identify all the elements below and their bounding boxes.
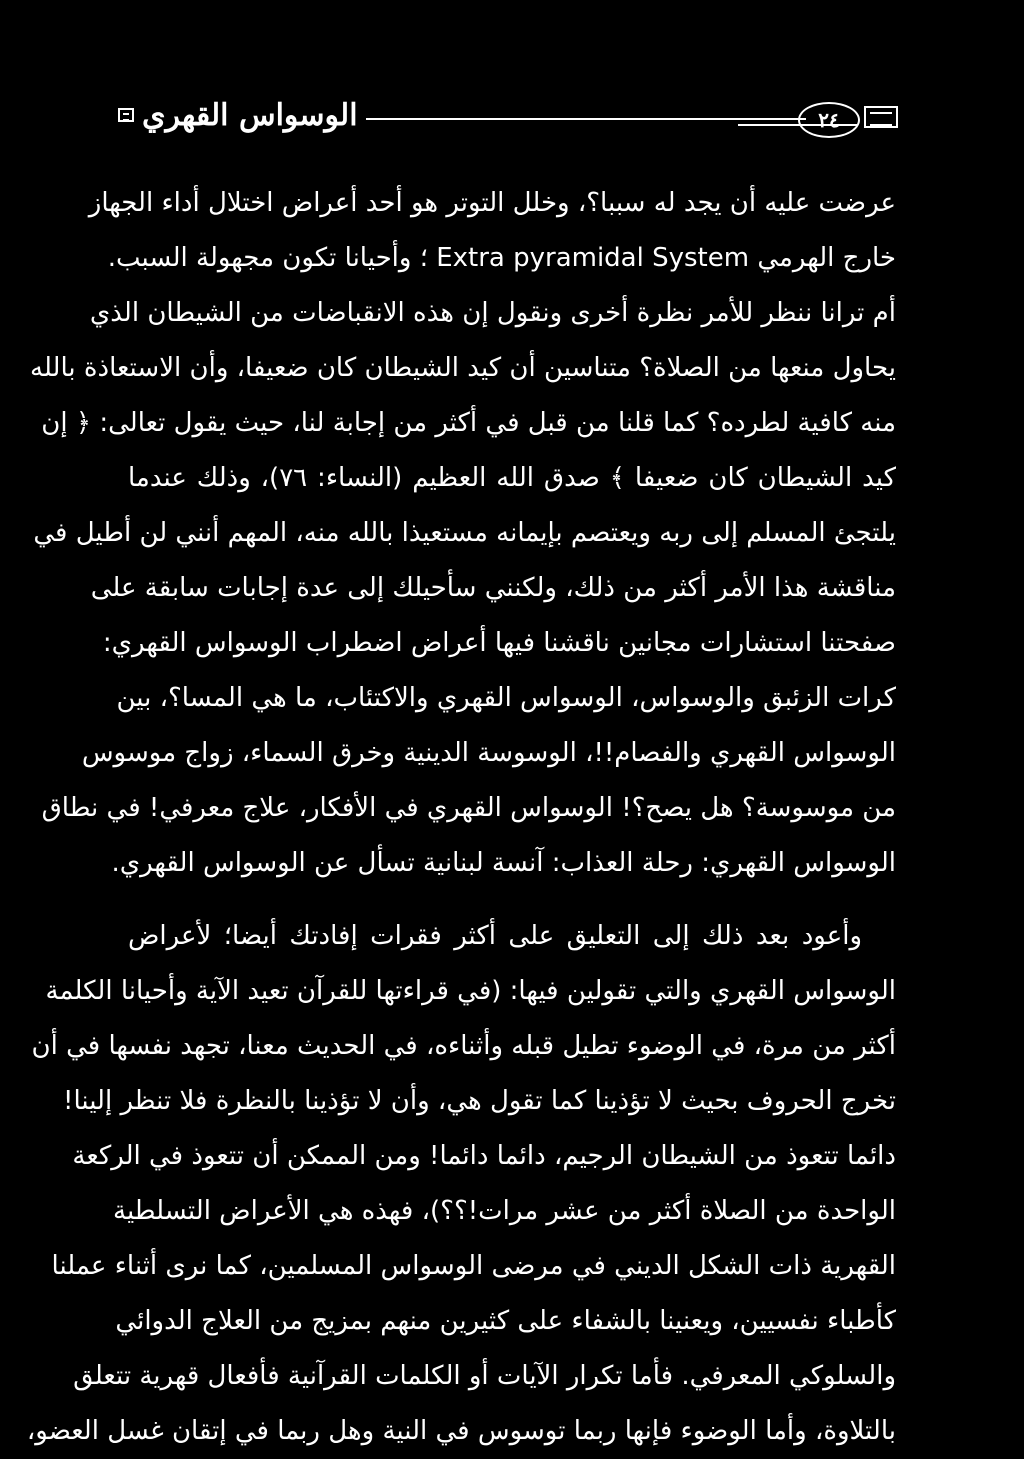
header-divider xyxy=(366,118,806,120)
text-line: يحاول منعها من الصلاة؟ متناسين أن كيد الشيطان كان ضعيفا، وأن الاستعاذة بالله xyxy=(30,353,896,383)
text-line: مناقشة هذا الأمر أكثر من ذلك، ولكنني سأحيلك إلى عدة إجابات سابقة على xyxy=(90,573,896,603)
page-number: ٢٤ xyxy=(798,102,860,138)
text-line: الوسواس القهري والتي تقولين فيها: (في قراءتها للقرآن تعيد الآية وأحيانا الكلمة xyxy=(45,976,896,1006)
ornament-icon xyxy=(118,108,134,122)
text-line: بالتلاوة، وأما الوضوء فإنها ربما توسوس في النية وهل ربما في إتقان غسل العضو، xyxy=(26,1416,896,1446)
text-line: صفحتنا استشارات مجانين ناقشنا فيها أعراض اضطراب الوسواس القهري: xyxy=(102,628,896,658)
text-line: والسلوكي المعرفي. فأما تكرار الآيات أو الكلمات القرآنية فأفعال قهرية تتعلق xyxy=(73,1361,896,1391)
paragraph-gap xyxy=(128,891,896,909)
page-header xyxy=(118,92,898,146)
text-line: القهرية ذات الشكل الديني في مرضى الوسواس المسلمين، كما نرى أثناء عملنا xyxy=(51,1251,896,1281)
paragraph xyxy=(30,176,896,891)
text-line: يلتجئ المسلم إلى ربه ويعتصم بإيمانه مستعيذا بالله منه، المهم أنني لن أطيل في xyxy=(33,518,896,548)
quran-verse-line: كيد الشيطان كان ضعيفا ﴾ صدق الله العظيم (النساء: ٧٦)، وذلك عندما xyxy=(128,463,896,493)
running-title: الوسواس القهري xyxy=(142,98,358,133)
text-line: كأطباء نفسيين، ويعنينا بالشفاء على كثيرين منهم بمزيج من العلاج الدوائي xyxy=(115,1306,896,1336)
text-line: الوسواس القهري والفصام!!، الوسوسة الدينية وخرق السماء، زواج موسوس xyxy=(81,738,896,768)
text-line: كرات الزئبق والوسواس، الوسواس القهري والاكتئاب، ما هي المسا؟، بين xyxy=(116,683,896,713)
text-line: منه كافية لطرده؟ كما قلنا من قبل في أكثر من إجابة لنا، حيث يقول تعالى: ﴿ إن xyxy=(41,408,896,438)
paragraph xyxy=(26,909,896,1459)
ornament-icon xyxy=(864,106,898,128)
text-line: تخرج الحروف بحيث لا تؤذينا كما تقول هي، وأن لا تؤذينا بالنظرة فلا تنظر إلينا! xyxy=(63,1086,896,1116)
text-line: أم ترانا ننظر للأمر نظرة أخرى ونقول إن هذه الانقباضات من الشيطان الذي xyxy=(89,298,896,328)
body-text xyxy=(26,176,896,1459)
text-line: وأعود بعد ذلك إلى التعليق على أكثر فقرات إفادتك أيضا؛ لأعراض xyxy=(128,921,862,951)
text-line: أكثر من مرة، في الوضوء تطيل قبله وأثناءه، في الحديث معنا، تجهد نفسها في أن xyxy=(31,1031,896,1061)
text-line: من موسوسة؟ هل يصح؟! الوسواس القهري في الأفكار، علاج معرفي! في نطاق xyxy=(41,793,896,823)
text-line: خارج الهرمي Extra pyramidal System ؛ وأحيانا تكون مجهولة السبب. xyxy=(107,243,896,273)
text-line: الوسواس القهري: رحلة العذاب: آنسة لبنانية تسأل عن الوسواس القهري. xyxy=(111,848,896,878)
text-line: الواحدة من الصلاة أكثر من عشر مرات!؟؟)، فهذه هي الأعراض التسلطية xyxy=(113,1196,896,1226)
text-line: عرضت عليه أن يجد له سببا؟، وخلل التوتر هو أحد أعراض اختلال أداء الجهاز xyxy=(88,188,896,218)
text-line: دائما تتعوذ من الشيطان الرجيم، دائما دائما! ومن الممكن أن تتعوذ في الركعة xyxy=(72,1141,896,1171)
